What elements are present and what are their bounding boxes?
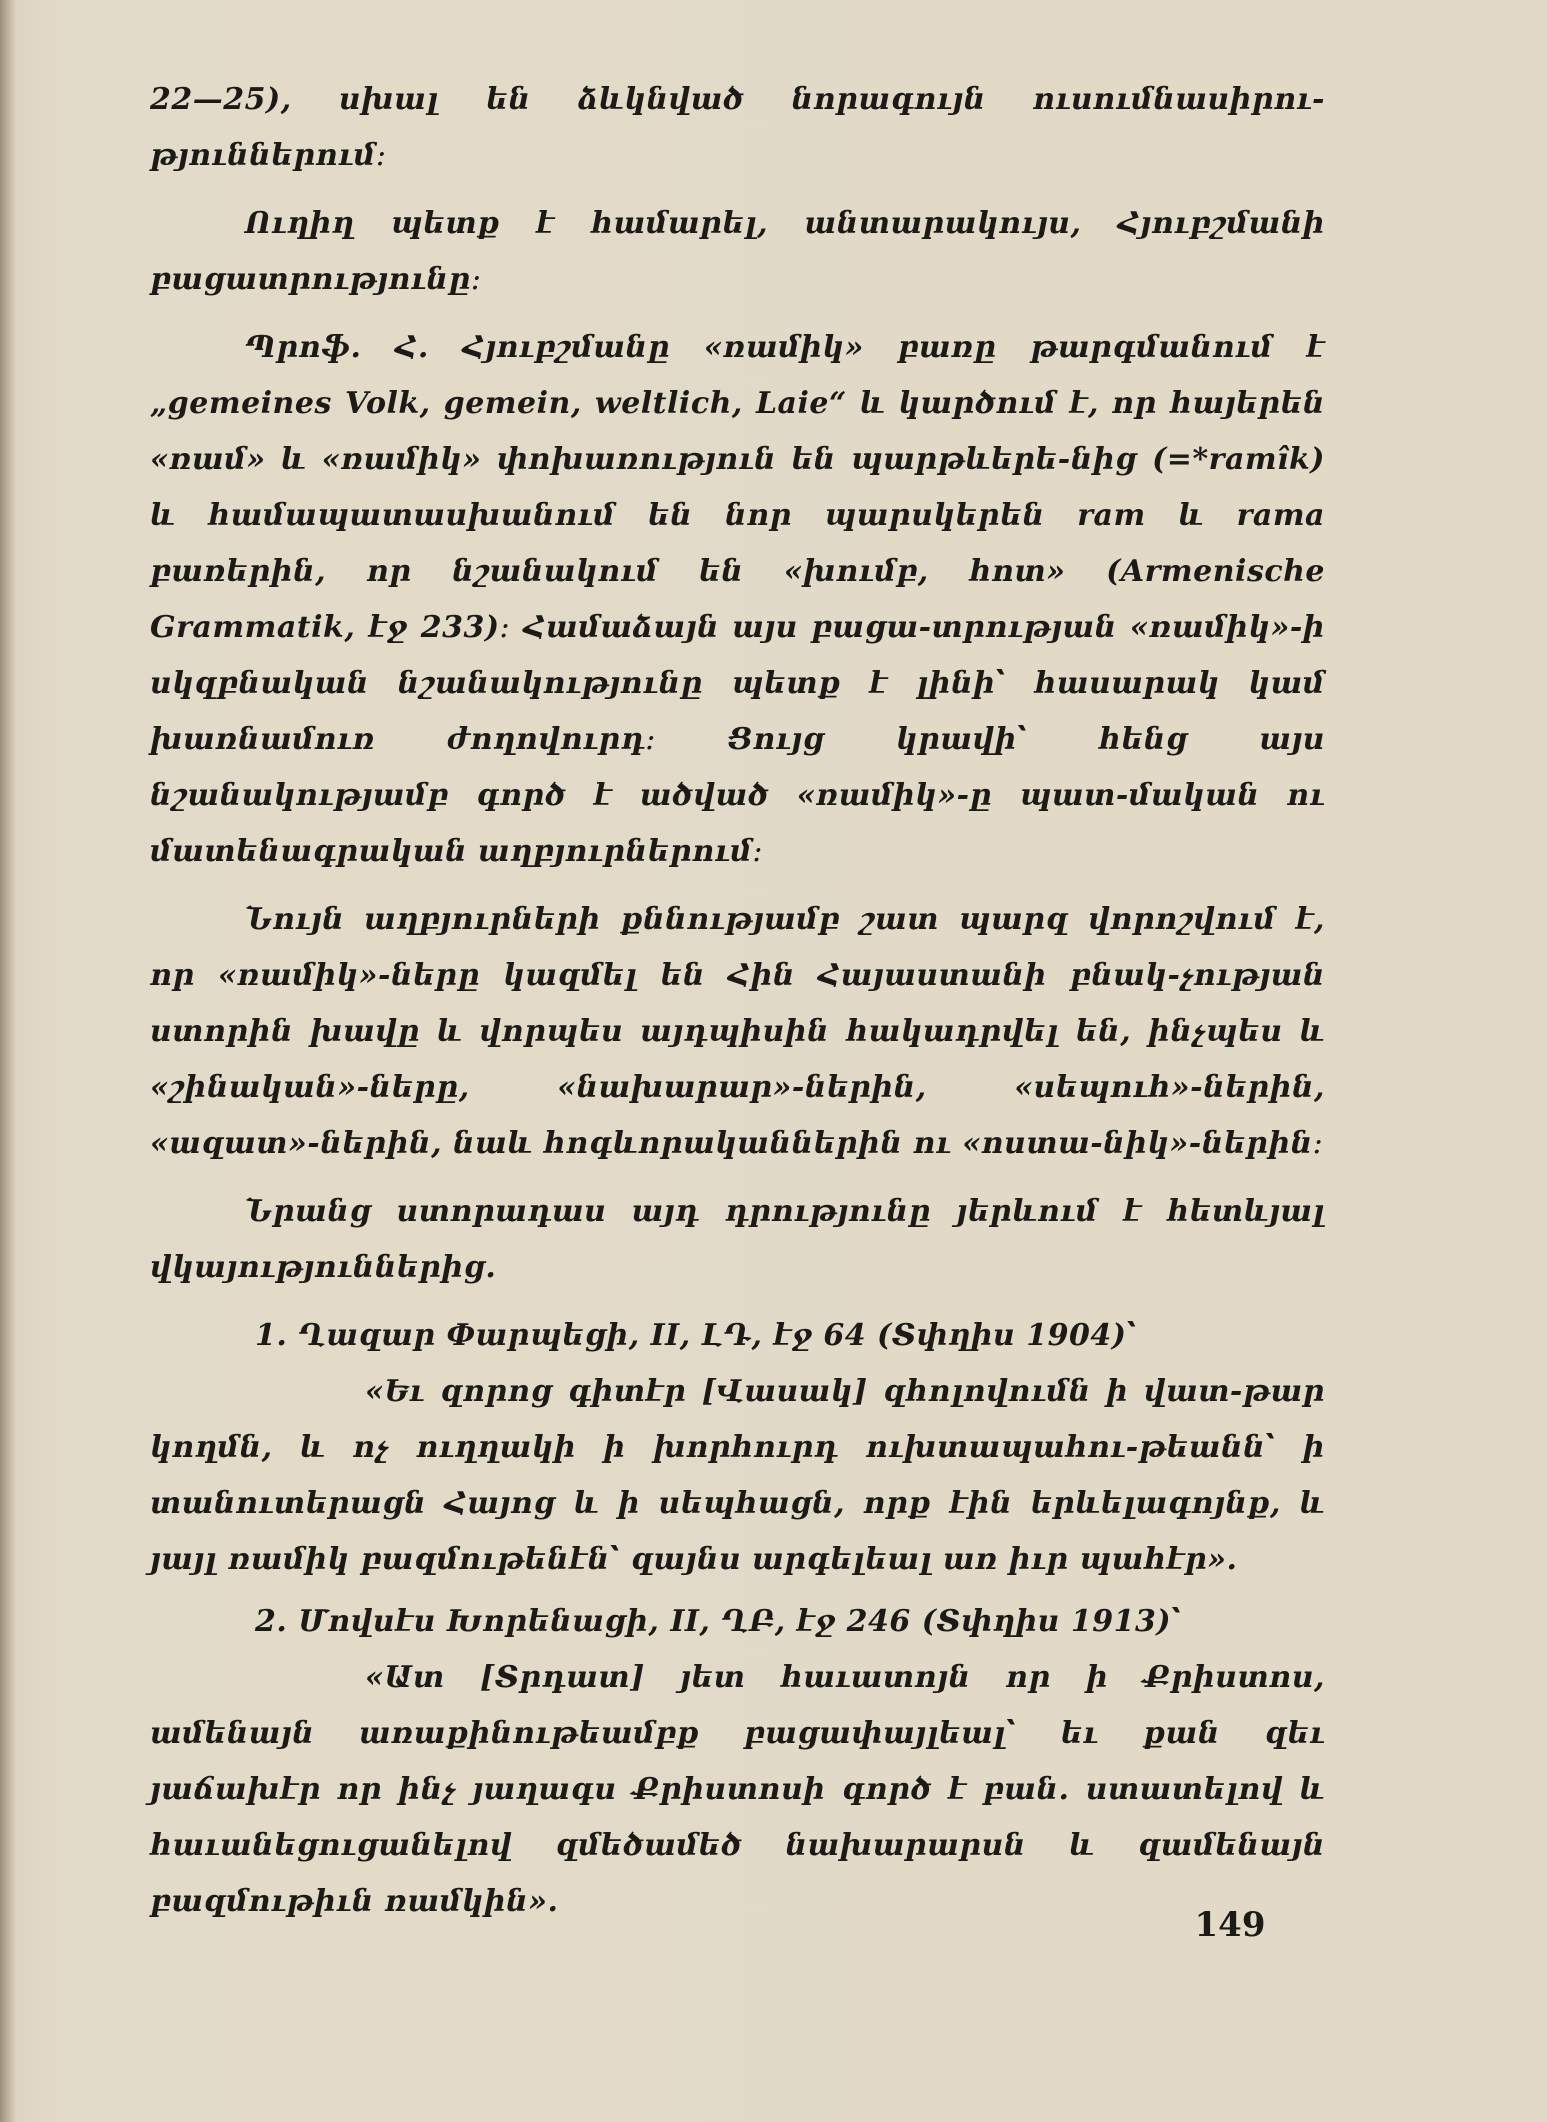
quote-text-1: «Եւ զորոց գիտէր [Վասակ] զհոլովումն ի վատ-թար կողմն, և ոչ ուղղակի ի խորհուրդ ուխտապահու-թեանն՝ ի տանուտերացն Հայոց և ի սեպհացն, որք էին երևելագոյնք, և յայլ ռամիկ բազմութենէն՝ զայնս արգելեալ առ իւր պահէր». xyxy=(150,1374,1325,1577)
quote-source-1: 1. Ղազար Փարպեցի, II, ԼԴ, էջ 64 (Տփղիս 1904)՝ xyxy=(255,1318,1137,1353)
binding-edge xyxy=(0,0,16,2122)
paragraph-3: Պրոֆ. Հ. Հյուբշմանը «ռամիկ» բառը թարգմանում է „gemeines Volk, gemein, weltlich, Laie“ և կարծում է, որ հայերեն «ռամ» և «ռամիկ» փոխառություն են պարթևերե-նից (=*ramîk) և համապատասխանում են նոր պարսկերեն ram և rama բառերին, որ նշանակում են «խումբ, հոտ» (Armenische Grammatik, էջ 233)։ Համաձայն այս բացա-տրության «ռամիկ»-ի սկզբնական նշանակությունը պետք է լինի՝ հասարակ կամ խառնամուռ ժողովուրդ։ Ցույց կրավի՝ հենց այս նշանակությամբ գործ է ածված «ռամիկ»-ը պատ-մական ու մատենագրական աղբյուրներում։ xyxy=(150,330,1325,869)
quote-text-2: «Ատ [Տրդատ] յետ հաւատոյն որ ի Քրիստոս, ամենայն առաքինութեամբք բացափայլեալ՝ եւ քան զեւ յաճախէր որ ինչ յաղագս Քրիստոսի գործ է բան. ստատելով և հաւանեցուցանելով զմեծամեծ նախարարսն և զամենայն բազմութիւն ռամկին». xyxy=(150,1660,1325,1919)
quote-source-2: 2. Մովսէս Խորենացի, II, ՂԲ, էջ 246 (Տփղիս 1913)՝ xyxy=(255,1604,1182,1639)
paragraph-1: 22—25), սխալ են ձևկնված նորագույն ուսումնասիրու-թյուններում։ xyxy=(150,82,1325,173)
paragraph-4: Նույն աղբյուրների քննությամբ շատ պարզ վորոշվում է, որ «ռամիկ»-ները կազմել են Հին Հայաստանի բնակ-չության ստորին խավը և վորպես այդպիսին հակադրվել են, ինչպես և «շինական»-ները, «նախարար»-ներին, «սեպուհ»-ներին, «ազատ»-ներին, նաև հոգևորականներին ու «ոստա-նիկ»-ներին։ xyxy=(150,902,1325,1161)
paragraph-5: Նրանց ստորադաս այդ դրությունը յերևում է հետևյալ վկայություններից. xyxy=(150,1194,1325,1285)
page-body xyxy=(150,72,1325,1936)
paragraph-2: Ուղիղ պետք է համարել, անտարակույս, Հյուբշմանի բացատրությունը։ xyxy=(150,206,1325,297)
page-number: 149 xyxy=(1194,1905,1266,1945)
